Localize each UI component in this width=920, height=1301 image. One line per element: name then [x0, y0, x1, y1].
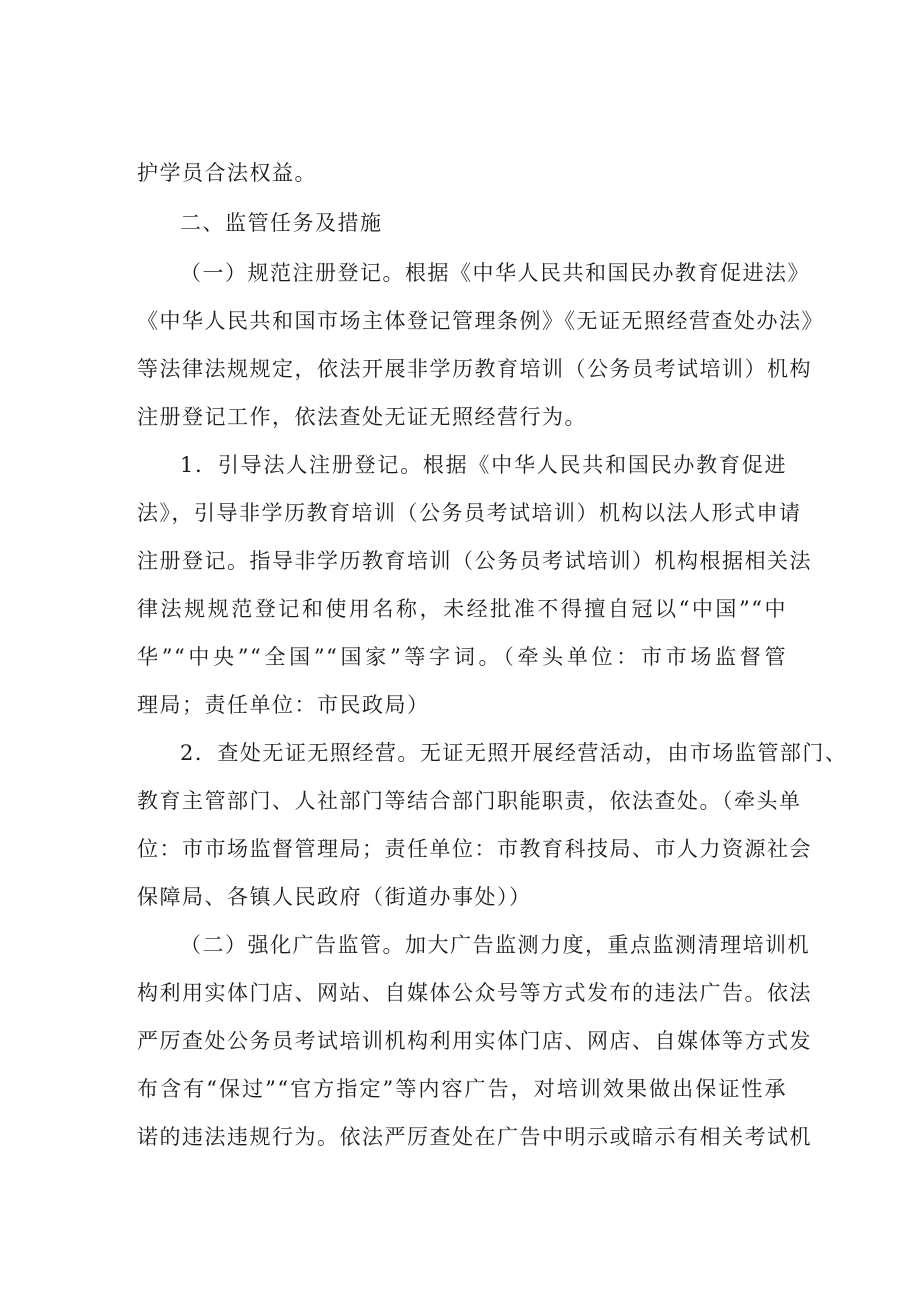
item-heading-line: 1．引导法人注册登记。根据《中华人民共和国民办教育促进 [180, 453, 787, 477]
body-text-line: 《中华人民共和国市场主体登记管理条例》《无证无照经营查处办法》 [137, 309, 824, 333]
body-text-line: 理局；责任单位：市民政局） [137, 693, 430, 717]
body-text-line: 诺的违法违规行为。依法严厉查处在广告中明示或暗示有相关考试机 [137, 1125, 812, 1149]
section-heading: 二、监管任务及措施 [180, 211, 383, 235]
body-text-line: 华”“中央”“全国”“国家”等字词。（牵头单位：市市场监督管 [137, 645, 787, 669]
body-text-line: 布含有“保过”“官方指定”等内容广告，对培训效果做出保证性承 [137, 1077, 787, 1101]
body-text-line: 法》，引导非学历教育培训（公务员考试培训）机构以法人形式申请 [137, 501, 802, 525]
body-text-line: 等法律法规规定，依法开展非学历教育培训（公务员考试培训）机构 [137, 357, 812, 381]
subsection-heading-line: （一）规范注册登记。根据《中华人民共和国民办教育促进法》 [180, 261, 810, 285]
body-text-line: 构利用实体门店、网站、自媒体公众号等方式发布的违法广告。依法 [137, 981, 812, 1005]
body-text-line: 律法规规范登记和使用名称，未经批准不得擅自冠以“中国”“中 [137, 597, 787, 621]
body-text-line: 位：市市场监督管理局；责任单位：市教育科技局、市人力资源社会 [137, 837, 812, 861]
subsection-heading-line: （二）强化广告监管。加大广告监测力度，重点监测清理培训机 [180, 933, 810, 957]
body-text-line: 注册登记工作，依法查处无证无照经营行为。 [137, 405, 587, 429]
item-heading-line: 2．查处无证无照经营。无证无照开展经营活动，由市场监管部门、 [180, 741, 848, 765]
body-text-line: 保障局、各镇人民政府（街道办事处）） [137, 885, 532, 909]
body-text-line: 注册登记。指导非学历教育培训（公务员考试培训）机构根据相关法 [137, 549, 812, 573]
body-text-line: 严厉查处公务员考试培训机构利用实体门店、网店、自媒体等方式发 [137, 1029, 812, 1053]
body-text-line: 护学员合法权益。 [137, 161, 317, 185]
body-text-line: 教育主管部门、人社部门等结合部门职能职责，依法查处。（牵头单 [137, 789, 802, 813]
